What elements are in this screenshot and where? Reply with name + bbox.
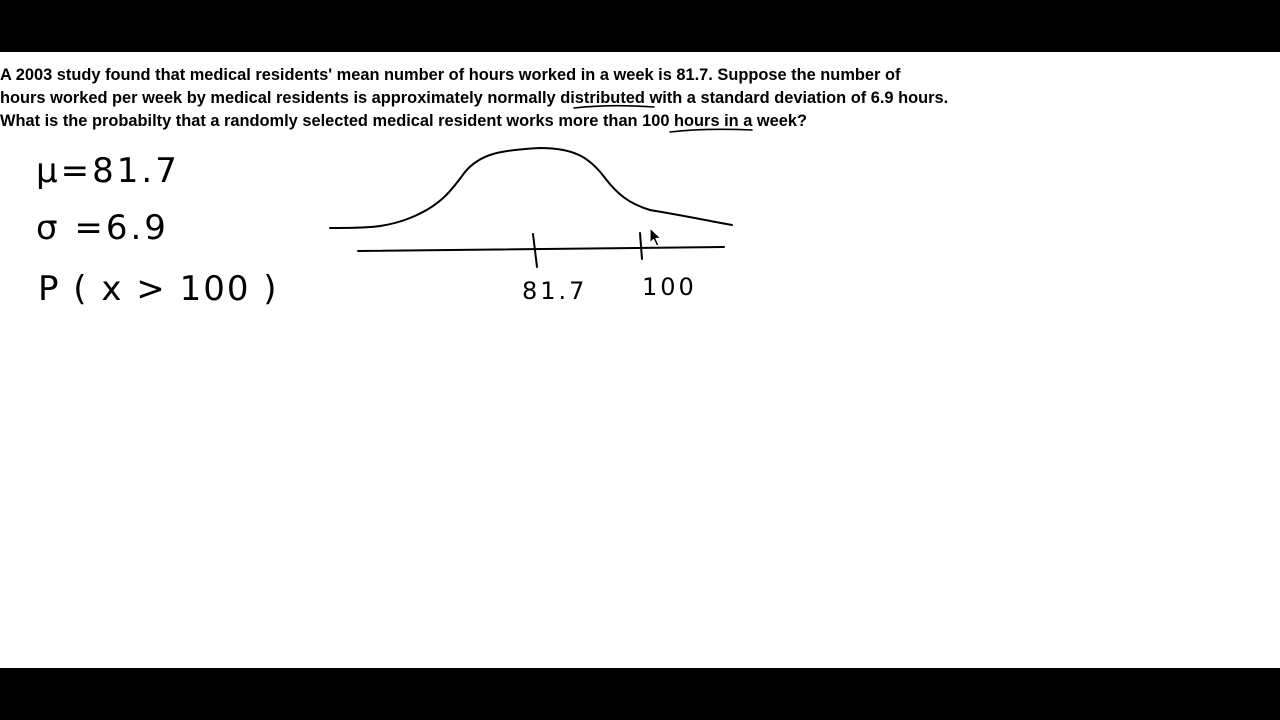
tick-label-mean: 81.7 bbox=[522, 277, 588, 305]
problem-line-3: What is the probabilty that a randomly selected medical resident works more than 100 hours in a week? bbox=[0, 112, 808, 130]
number-line bbox=[358, 247, 724, 251]
std-dev-given: σ =6.9 bbox=[36, 208, 169, 248]
tick-label-100: 100 bbox=[642, 273, 697, 301]
mean-given: μ=81.7 bbox=[36, 151, 180, 191]
whiteboard-canvas bbox=[0, 52, 1280, 668]
problem-line-1: A 2003 study found that medical residents' mean number of hours worked in a week is 81.7. Suppose the number of bbox=[0, 66, 901, 84]
problem-line-2: hours worked per week by medical residents is approximately normally distributed with a standard deviation of 6.9 hours. bbox=[0, 89, 949, 107]
tick-mean bbox=[533, 234, 537, 267]
letterbox-top bbox=[0, 0, 1280, 52]
normal-curve bbox=[330, 148, 732, 228]
underline-normally bbox=[574, 106, 654, 108]
letterbox-bottom bbox=[0, 668, 1280, 720]
mouse-pointer-icon bbox=[650, 228, 661, 246]
underline-more-than bbox=[670, 129, 752, 132]
tick-100 bbox=[640, 233, 642, 259]
handwritten-ink-layer bbox=[0, 52, 1280, 668]
probability-expression: P ( x > 100 ) bbox=[38, 269, 279, 309]
